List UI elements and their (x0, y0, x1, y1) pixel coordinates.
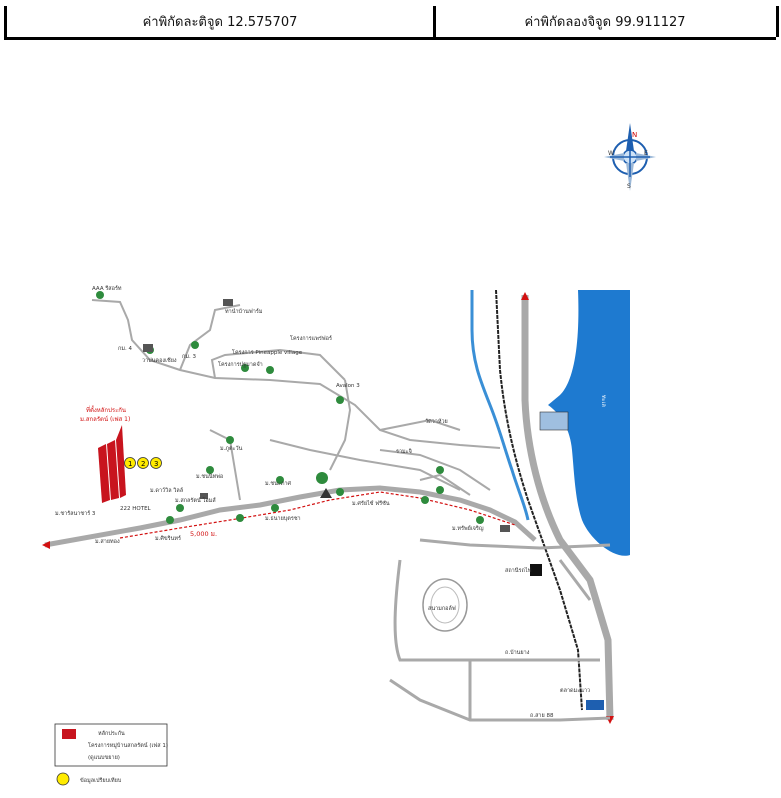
place-label: ทานำบ้านฟาร์ม (225, 309, 263, 315)
legend-item2: ข้อมูลเปรียบเทียบ (80, 778, 122, 784)
compass-west-label: W (608, 150, 614, 157)
marker-2: 2 (141, 460, 146, 468)
compass-rose-icon (604, 123, 656, 191)
canal (472, 290, 528, 520)
place-label: ม.ภูตะวัน (220, 446, 243, 452)
place-label: ม.ชนะภาศ (265, 481, 292, 487)
latitude-label: ค่าพิกัดละติจูด 12.575707 (4, 6, 436, 37)
comparison-markers[interactable] (125, 458, 162, 469)
railway-station-icon (530, 564, 542, 576)
place-label: โครงการแพร่ฟอร์ (290, 336, 332, 342)
marker-3: 3 (154, 460, 159, 468)
legend-item1-line1: หลักประกัน (98, 731, 125, 737)
place-label: ม.ศิขรินทร์ (155, 536, 181, 542)
longitude-label: ค่าพิกัดลองจิจูด 99.911127 (434, 6, 779, 37)
place-label: รามะจิ (396, 449, 412, 455)
site-title-line2: ม.สกลรัตน์ (เฟส 1) (80, 416, 131, 423)
place-label: AAA รีสอร์ท (92, 286, 122, 292)
place-label: ม.สกลรัตน์ โฮมส์ (175, 498, 216, 504)
legend (55, 724, 168, 785)
legend-item1-line3: (ดูแนบขยาย) (88, 755, 120, 761)
legend-site-swatch (62, 729, 76, 739)
place-label: ม.ชนนิทพ่อ (196, 474, 224, 480)
site-title-line1: ที่ตั้งหลักประกัน (86, 407, 127, 414)
place-label: ม.ทรัพย์เจริญ (452, 526, 484, 532)
compass-north-label: N (632, 131, 638, 139)
place-label: โครงการปฐมาดจำ (218, 362, 263, 368)
compass-east-label: E (644, 150, 648, 157)
legend-marker-swatch (57, 773, 69, 785)
place-label: ตลาดมะนาว (560, 688, 591, 694)
place-label: ถ.สาย 88 (530, 713, 554, 719)
railway-line (496, 290, 582, 710)
place-label: Avalon 3 (336, 383, 360, 389)
legend-item1-line2: โครงการหมู่บ้านสกลรัตน์ (เฟส 1) (88, 743, 168, 749)
place-label: 222 HOTEL (120, 506, 151, 512)
site-parcels[interactable] (98, 425, 126, 503)
place-label: โครงการ Pineapple village (232, 350, 303, 356)
place-label: ม.ดาว์วิล วิลล์ (150, 488, 184, 494)
place-label: ม.ชารัลนาชาร์ 3 (55, 511, 96, 517)
place-label: วาปนคองเชียง (142, 358, 177, 364)
place-label: ม.ศรัยไซ์ ฟรีซัน (352, 501, 390, 507)
place-label: ม.สายทอง (95, 539, 120, 545)
place-label: ถ.บ้านยาง (505, 650, 530, 656)
sea-label: ทะเล (600, 395, 606, 407)
place-label: กม. 4 (118, 346, 132, 352)
golf-course-label: สนามกอล์ฟ (428, 606, 456, 612)
place-label: วัดวาห้วย (425, 419, 448, 425)
railway-station-label: สถานีรถไฟ (505, 568, 532, 574)
distance-label: 5,000 ม. (190, 530, 218, 538)
place-label: กม. 3 (182, 354, 196, 360)
place-label: ม.ธนายบุตรชา (265, 516, 301, 522)
compass-south-label: S (627, 183, 631, 190)
marker-1: 1 (128, 460, 133, 468)
